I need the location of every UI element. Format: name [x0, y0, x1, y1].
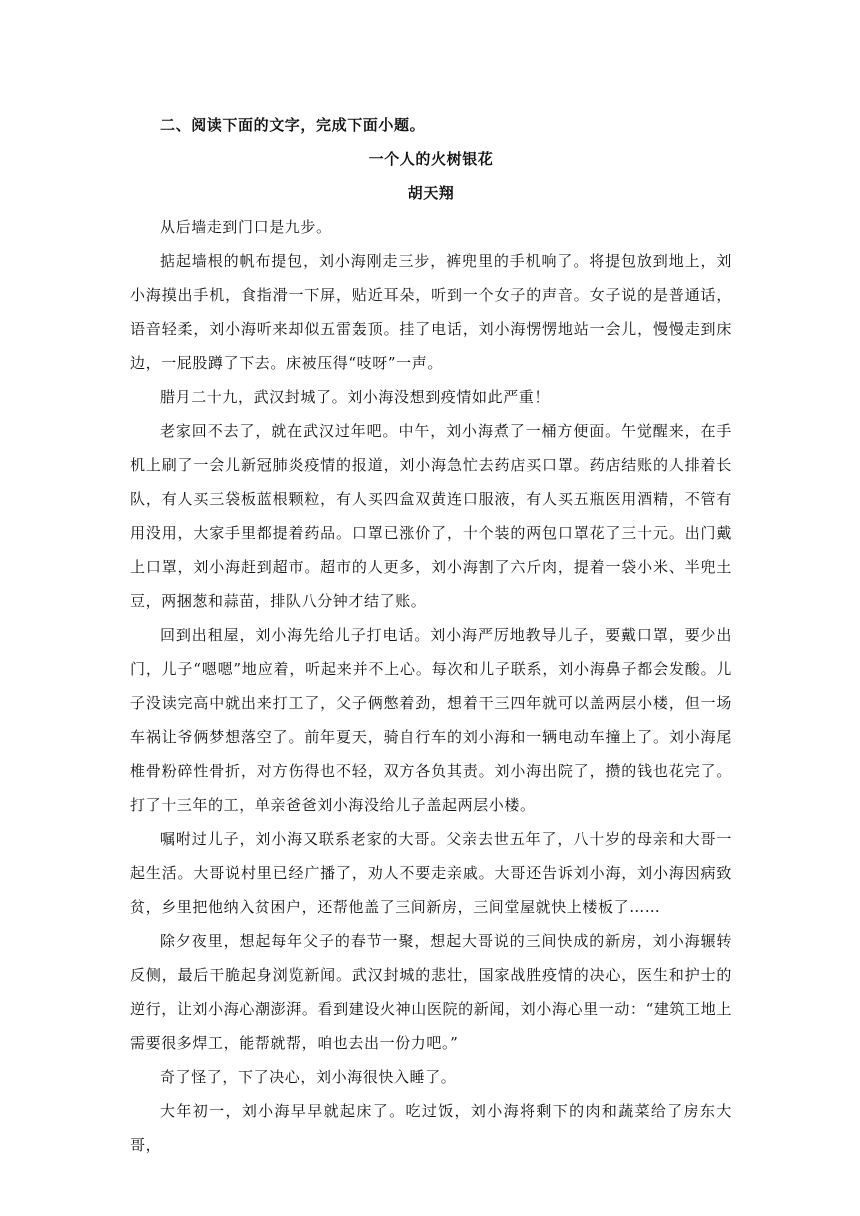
paragraph: 掂起墙根的帆布提包，刘小海刚走三步，裤兜里的手机响了。将提包放到地上，刘小海摸出手机，食指滑一下屏，贴近耳朵，听到一个女子的声音。女子说的是普通话，语音轻柔，刘小海听来却似五雷轰顶。挂了电话，刘小海愣愣地站一会儿，慢慢走到床边，一屁股蹲了下去。床被压得“吱呀”一声。	[130, 252, 732, 372]
paragraph: 除夕夜里，想起每年父子的春节一聚，想起大哥说的三间快成的新房，刘小海辗转反侧，最后干脆起身浏览新闻。武汉封城的悲壮，国家战胜疫情的决心，医生和护士的逆行，让刘小海心潮澎湃。看到建设火神山医院的新闻，刘小海心里一动：“建筑工地上需要很多焊工，能帮就帮，咱也去出一份力吧。”	[130, 932, 732, 1052]
article-title: 一个人的火树银花	[368, 150, 494, 168]
paragraph: 腊月二十九，武汉封城了。刘小海没想到疫情如此严重！	[160, 388, 551, 406]
article-author: 胡天翔	[407, 184, 455, 202]
paragraph: 嘱咐过儿子，刘小海又联系老家的大哥。父亲去世五年了，八十岁的母亲和大哥一起生活。大哥说村里已经广播了，劝人不要走亲戚。大哥还告诉刘小海，刘小海因病致贫，乡里把他纳入贫困户，还帮他盖了三间新房，三间堂屋就快上楼板了……	[130, 830, 732, 916]
section-heading: 二、阅读下面的文字，完成下面小题。	[160, 116, 426, 134]
paragraph: 回到出租屋，刘小海先给儿子打电话。刘小海严厉地教导儿子，要戴口罩，要少出门，儿子“嗯嗯”地应着，听起来并不上心。每次和儿子联系，刘小海鼻子都会发酸。儿子没读完高中就出来打工了，父子俩憋着劲，想着干三四年就可以盖两层小楼，但一场车祸让爷俩梦想落空了。前年夏天，骑自行车的刘小海和一辆电动车撞上了。刘小海尾椎骨粉碎性骨折，对方伤得也不轻，双方各负其责。刘小海出院了，攒的钱也花完了。打了十三年的工，单亲爸爸刘小海没给儿子盖起两层小楼。	[130, 626, 732, 814]
paragraph: 大年初一，刘小海早早就起床了。吃过饭，刘小海将剩下的肉和蔬菜给了房东大哥，	[130, 1102, 732, 1154]
paragraph: 奇了怪了，下了决心，刘小海很快入睡了。	[160, 1068, 457, 1086]
paragraph: 老家回不去了，就在武汉过年吧。中午，刘小海煮了一桶方便面。午觉醒来，在手机上刷了一会儿新冠肺炎疫情的报道，刘小海急忙去药店买口罩。药店结账的人排着长队，有人买三袋板蓝根颗粒，有人买四盒双黄连口服液，有人买五瓶医用酒精，不管有用没用，大家手里都提着药品。口罩已涨价了，十个装的两包口罩花了三十元。出门戴上口罩，刘小海赶到超市。超市的人更多，刘小海割了六斤肉，提着一袋小米、半兜土豆，两捆葱和蒜苗，排队八分钟才结了账。	[130, 422, 732, 610]
paragraph: 从后墙走到门口是九步。	[160, 218, 332, 236]
